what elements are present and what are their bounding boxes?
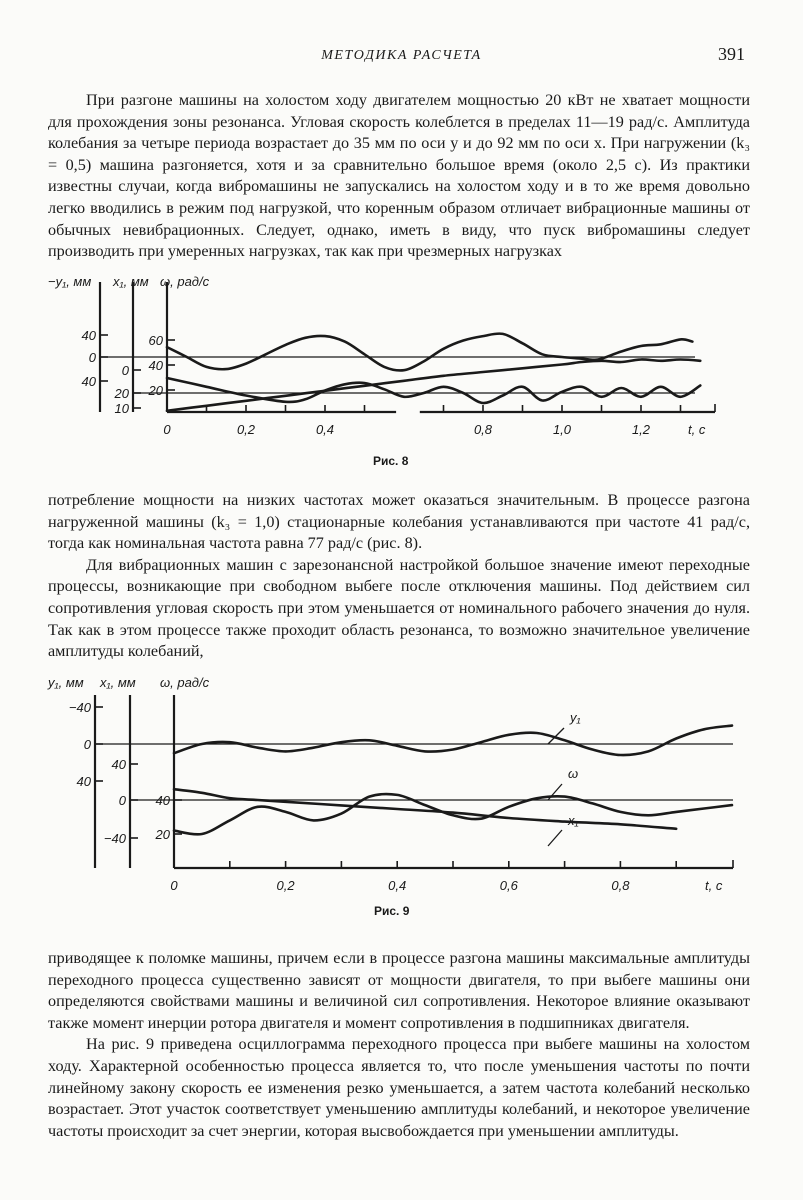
time-axis-label: t, c <box>688 422 706 437</box>
time-tick-label: 0,2 <box>236 422 256 437</box>
paragraph: Для вибрационных машин с зарезонансной настройкой большое значение имеют переходные процессы, возникающие при свободном выбеге после отключения машины. Под действием сил сопротивления угловая скорость при этом уменьшается от номинального рабочего значения до нуля. Так как в этом процессе также проходит область резонанса, то возможно значительное увеличение амплитуды колебаний, <box>48 555 750 661</box>
time-tick-label: 0 <box>163 422 171 437</box>
text-block-3 <box>48 948 750 1142</box>
tick-label-y1: 0 <box>88 350 96 365</box>
time-tick-label: 0,4 <box>315 422 335 437</box>
tick-label-omega: 20 <box>155 827 170 842</box>
tick-label-omega: 60 <box>148 333 163 348</box>
figure-9 <box>0 670 803 910</box>
figure-8 <box>0 270 803 475</box>
tick-label-x1: 0 <box>118 793 126 808</box>
axis-label-y1: y₁, мм <box>48 675 84 690</box>
series-omega <box>167 359 700 410</box>
tick-label-x1: 20 <box>114 386 129 401</box>
time-tick-label: 0,8 <box>611 878 630 893</box>
tick-label-omega: 40 <box>155 793 170 808</box>
tick-label-y1: −40 <box>68 700 91 715</box>
tick-label-y1: 0 <box>83 737 91 752</box>
time-tick-label: 0,8 <box>473 422 493 437</box>
tick-label-x1: −40 <box>103 831 126 846</box>
axis-label-omega: ω, рад/с <box>160 675 210 690</box>
axis-label-x1: x₁, мм <box>113 274 149 289</box>
tick-label-omega: 40 <box>148 358 163 373</box>
time-tick-label: 1,0 <box>552 422 572 437</box>
axis-label-y1: −y₁, мм <box>48 274 92 289</box>
tick-label-y1: 40 <box>81 328 96 343</box>
paragraph: При разгоне машины на холостом ходу двигателем мощностью 20 кВт не хватает мощности для прохождения зоны резонанса. Угловая скорость колеблется в пределах 11—19 рад/с. Амплитуда колебания за четыре периода возрастает до 35 мм по оси y и до 92 мм по оси x. При нагружении (k₃ = 0,5) машина разгоняется, хотя и за сравнительно большое время (около 2,5 с). Из практики известны случаи, когда вибромашины не запускались на холостом ходу и в то же время довольно легко вводились в режим под нагрузкой, что коренным образом отличает вибрационные машины от обычных невибрационных. Следует, однако, иметь в виду, что пуск вибромашины следует производить при умеренных нагрузках, так как при чрезмерных нагрузках <box>48 91 750 261</box>
tick-label-x1: 0 <box>121 363 129 378</box>
time-tick-label: 1,2 <box>631 422 651 437</box>
series-y1 <box>167 334 692 371</box>
text-block-1 <box>48 90 750 263</box>
figure-9-caption: Рис. 9 <box>374 904 410 918</box>
series-x1 <box>167 378 700 403</box>
text-block-2 <box>48 490 750 663</box>
time-tick-label: 0,2 <box>276 878 295 893</box>
paragraph: потребление мощности на низких частотах может оказаться значительным. В процессе разгона нагруженной машины (k₃ = 1,0) стационарные колебания устанавливаются при частоте 41 рад/с, тогда как номинальная частота равна 77 рад/с (рис. 8). <box>48 491 750 553</box>
series-annotation: ω <box>568 766 579 781</box>
series-annotation: x₁ <box>568 813 579 828</box>
time-tick-label: 0,4 <box>388 878 407 893</box>
time-tick-label: 0,6 <box>499 878 518 893</box>
time-axis-label: t, c <box>705 878 723 893</box>
annotation-leader <box>548 830 562 846</box>
tick-label-y1: 40 <box>81 374 96 389</box>
tick-label-omega: 20 <box>148 383 163 398</box>
page-number: 391 <box>718 44 745 64</box>
time-tick-label: 0 <box>170 878 178 893</box>
paragraph: приводящее к поломке машины, причем если в процессе разгона машины максимальные амплитуды переходного процесса существенно зависят от мощности двигателя, то при выбеге машины они определяются свойствами машины и величиной сил сопротивления. Некоторое влияние оказывают также момент инерции ротора двигателя и момент сопротивления в подшипниках двигателя. <box>48 949 750 1032</box>
series-annotation: y₁ <box>570 710 581 725</box>
running-title: МЕТОДИКА РАСЧЕТА <box>321 48 482 63</box>
paragraph: На рис. 9 приведена осциллограмма переходного процесса при выбеге машины на холостом ходу. Характерной особенностью процесса является то, что после уменьшения частоты по почти линейному закону скорость ее изменения резко уменьшается, а затем частота колебаний несколько возрастает. Этот участок соответствует уменьшению амплитуды колебаний, и некоторое увеличение частоты происходит за счет энергии, которая высвобождается при уменьшении амплитуды. <box>48 1035 750 1140</box>
axis-label-omega: ω, рад/с <box>160 274 210 289</box>
series-y1 <box>174 726 732 755</box>
axis-label-x1: x₁, мм <box>100 675 136 690</box>
tick-label-y1: 40 <box>76 774 91 789</box>
tick-label-x1: 40 <box>111 757 126 772</box>
tick-label-x1: 10 <box>114 401 129 416</box>
figure-8-caption: Рис. 8 <box>373 454 409 468</box>
